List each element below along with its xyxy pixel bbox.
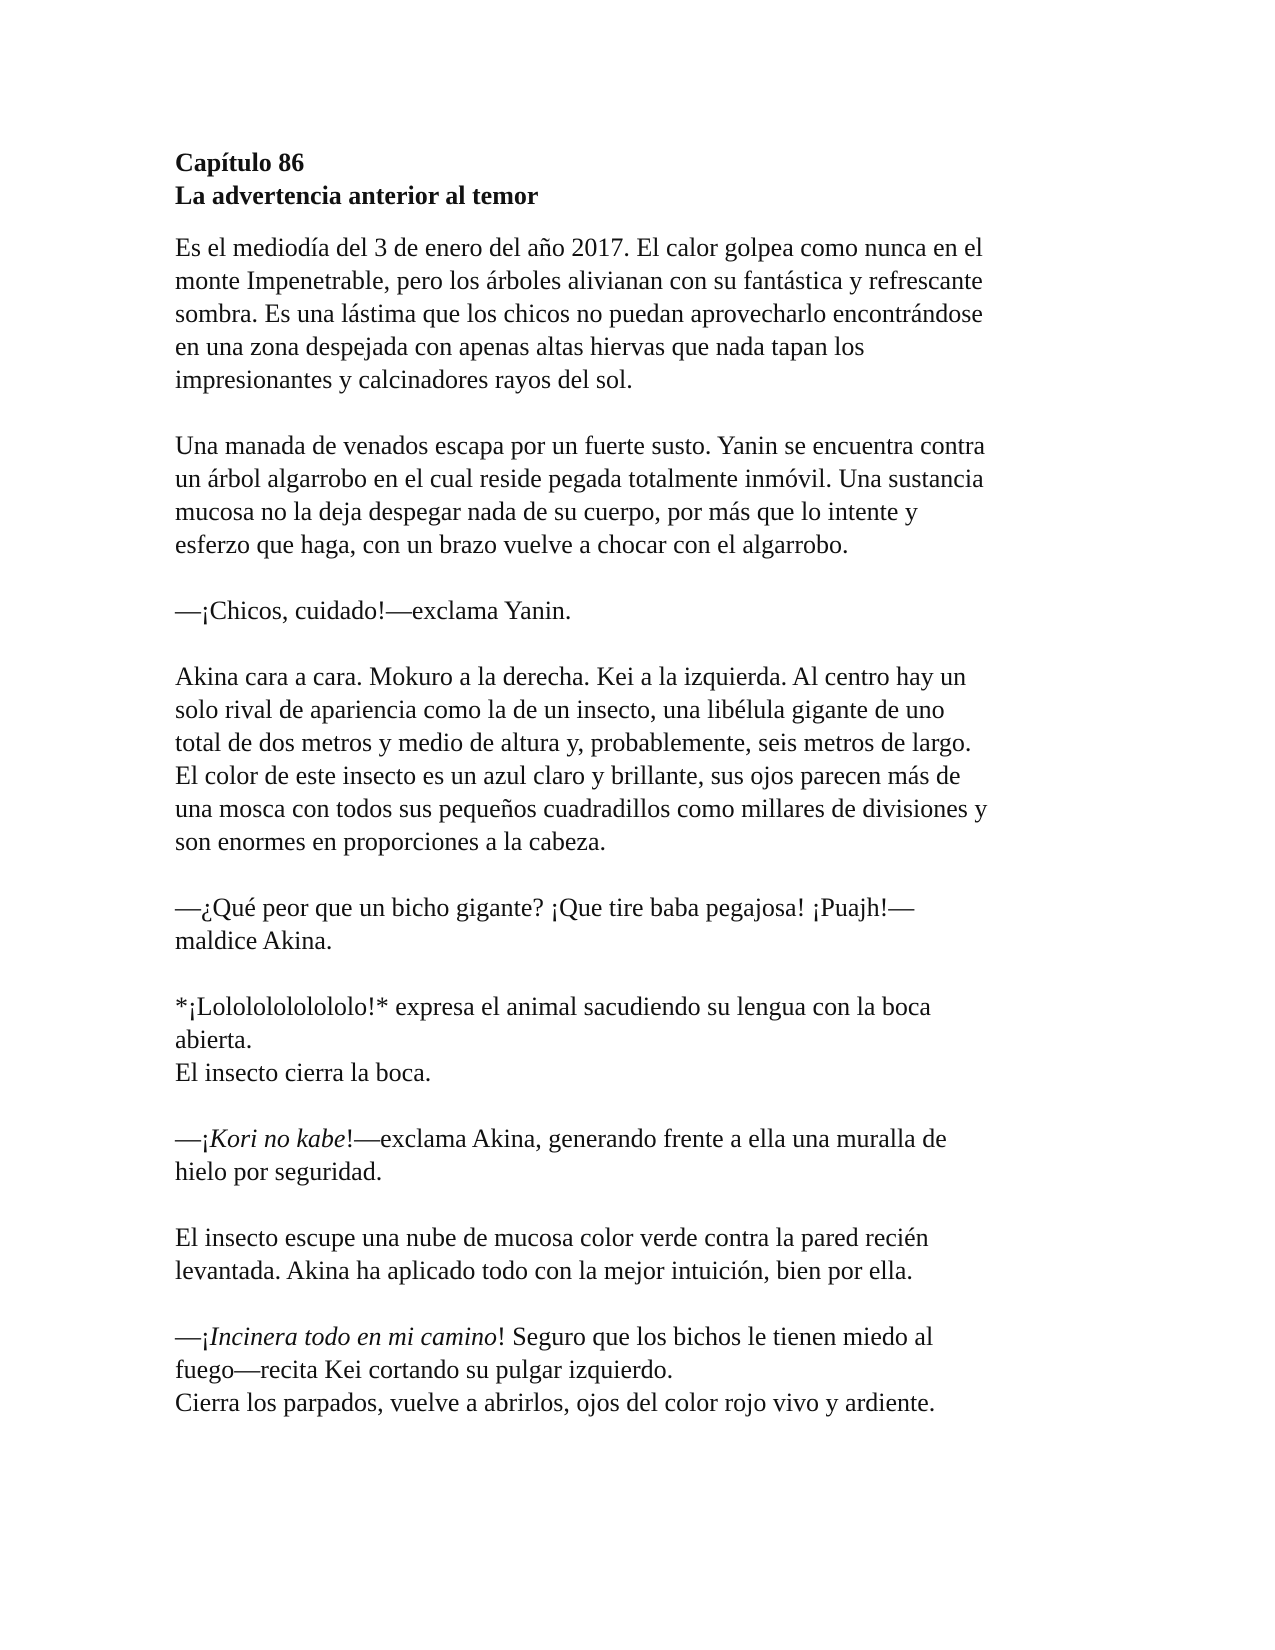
text-line: mucosa no la deja despegar nada de su cuerpo, por más que lo intente y (175, 497, 918, 526)
text-line: hielo por seguridad. (175, 1157, 383, 1186)
text-fragment: —¡ (175, 1322, 210, 1351)
text-line: total de dos metros y medio de altura y, probablemente, seis metros de largo. (175, 728, 972, 757)
page-content (175, 146, 1095, 1452)
text-line: monte Impenetrable, pero los árboles alivianan con su fantástica y refrescante (175, 266, 983, 295)
text-line: *¡Lolololololololo!* expresa el animal sacudiendo su lengua con la boca (175, 992, 931, 1021)
text-fragment: !—exclama Akina, generando frente a ella una muralla de (345, 1124, 947, 1153)
paragraph-9 (175, 1320, 1095, 1419)
text-line: El insecto cierra la boca. (175, 1058, 432, 1087)
paragraph-7 (175, 1122, 1095, 1188)
paragraph-3 (175, 594, 1095, 627)
text-line: una mosca con todos sus pequeños cuadradillos como millares de divisiones y (175, 794, 988, 823)
text-line: un árbol algarrobo en el cual reside pegada totalmente inmóvil. Una sustancia (175, 464, 984, 493)
text-line: en una zona despejada con apenas altas hiervas que nada tapan los (175, 332, 865, 361)
chapter-title: La advertencia anterior al temor (175, 181, 539, 210)
text-fragment: —¡ (175, 1124, 210, 1153)
paragraph-6 (175, 990, 1095, 1089)
paragraph-8 (175, 1221, 1095, 1287)
text-fragment: ! Seguro que los bichos le tienen miedo al (497, 1322, 934, 1351)
text-line: El insecto escupe una nube de mucosa color verde contra la pared recién (175, 1223, 929, 1252)
text-line: sombra. Es una lástima que los chicos no puedan aprovecharlo encontrándose (175, 299, 983, 328)
text-line: esferzo que haga, con un brazo vuelve a chocar con el algarrobo. (175, 530, 849, 559)
paragraph-4 (175, 660, 1095, 858)
text-line: solo rival de apariencia como la de un insecto, una libélula gigante de uno (175, 695, 945, 724)
text-line: Cierra los parpados, vuelve a abrirlos, ojos del color rojo vivo y ardiente. (175, 1388, 936, 1417)
text-line (175, 1122, 1095, 1155)
chapter-heading (175, 146, 1095, 212)
text-line: Una manada de venados escapa por un fuerte susto. Yanin se encuentra contra (175, 431, 986, 460)
text-line: El color de este insecto es un azul claro y brillante, sus ojos parecen más de (175, 761, 961, 790)
text-line: fuego—recita Kei cortando su pulgar izquierdo. (175, 1355, 674, 1384)
paragraph-2 (175, 429, 1095, 561)
paragraph-1 (175, 231, 1095, 396)
paragraph-5 (175, 891, 1095, 957)
spell-name: Incinera todo en mi camino (209, 1322, 498, 1351)
text-line: Es el mediodía del 3 de enero del año 2017. El calor golpea como nunca en el (175, 233, 983, 262)
text-line: impresionantes y calcinadores rayos del sol. (175, 365, 633, 394)
text-line: abierta. (175, 1025, 253, 1054)
text-line: maldice Akina. (175, 926, 333, 955)
text-line: levantada. Akina ha aplicado todo con la mejor intuición, bien por ella. (175, 1256, 913, 1285)
text-line: Akina cara a cara. Mokuro a la derecha. Kei a la izquierda. Al centro hay un (175, 662, 967, 691)
chapter-number: Capítulo 86 (175, 148, 305, 177)
text-line: —¿Qué peor que un bicho gigante? ¡Que tire baba pegajosa! ¡Puajh!— (175, 893, 915, 922)
text-line: —¡Chicos, cuidado!—exclama Yanin. (175, 596, 572, 625)
spell-name: Kori no kabe (209, 1124, 346, 1153)
text-line (175, 1320, 1095, 1353)
text-line: son enormes en proporciones a la cabeza. (175, 827, 606, 856)
